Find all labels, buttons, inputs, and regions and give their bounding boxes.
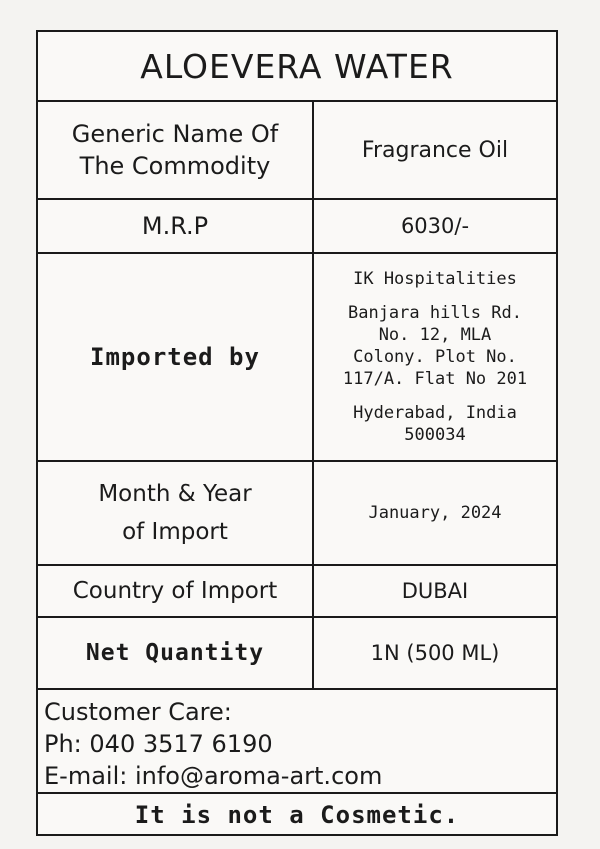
quantity-value: 1N (500 ML) bbox=[370, 641, 500, 665]
generic-name-label: Generic Name Of The Commodity bbox=[71, 120, 279, 180]
product-title: ALOEVERA WATER bbox=[140, 46, 454, 86]
not-cosmetic-notice: It is not a Cosmetic. bbox=[134, 801, 460, 829]
importer-row bbox=[38, 254, 556, 462]
product-label bbox=[36, 30, 558, 836]
importer-company: IK Hospitalities bbox=[353, 269, 517, 289]
generic-name-value: Fragrance Oil bbox=[361, 137, 509, 163]
quantity-row bbox=[38, 618, 556, 690]
footer-row bbox=[38, 794, 556, 836]
mrp-row bbox=[38, 200, 556, 254]
customer-care-heading: Customer Care: bbox=[44, 698, 232, 726]
import-date-value: January, 2024 bbox=[368, 503, 502, 523]
customer-care-phone: Ph: 040 3517 6190 bbox=[44, 730, 273, 758]
import-date-row bbox=[38, 462, 556, 566]
country-value: DUBAI bbox=[401, 579, 469, 603]
mrp-value: 6030/- bbox=[400, 214, 470, 238]
import-date-label: Month & Year of Import bbox=[98, 481, 252, 545]
customer-care-email: E-mail: info@aroma-art.com bbox=[44, 762, 383, 790]
title-row bbox=[38, 32, 556, 102]
country-row bbox=[38, 566, 556, 618]
generic-name-row bbox=[38, 102, 556, 200]
importer-label: Imported by bbox=[90, 343, 260, 371]
quantity-label: Net Quantity bbox=[85, 640, 265, 666]
customer-care-block bbox=[44, 696, 382, 792]
mrp-label: M.R.P bbox=[141, 212, 209, 240]
importer-address: IK Hospitalities Banjara hills Rd. No. 12, MLA Colony. Plot No. 117/A. Flat No 201 Hyderabad, India 500034 bbox=[342, 269, 528, 445]
customer-care-row bbox=[38, 690, 556, 794]
country-label: Country of Import bbox=[72, 578, 278, 604]
